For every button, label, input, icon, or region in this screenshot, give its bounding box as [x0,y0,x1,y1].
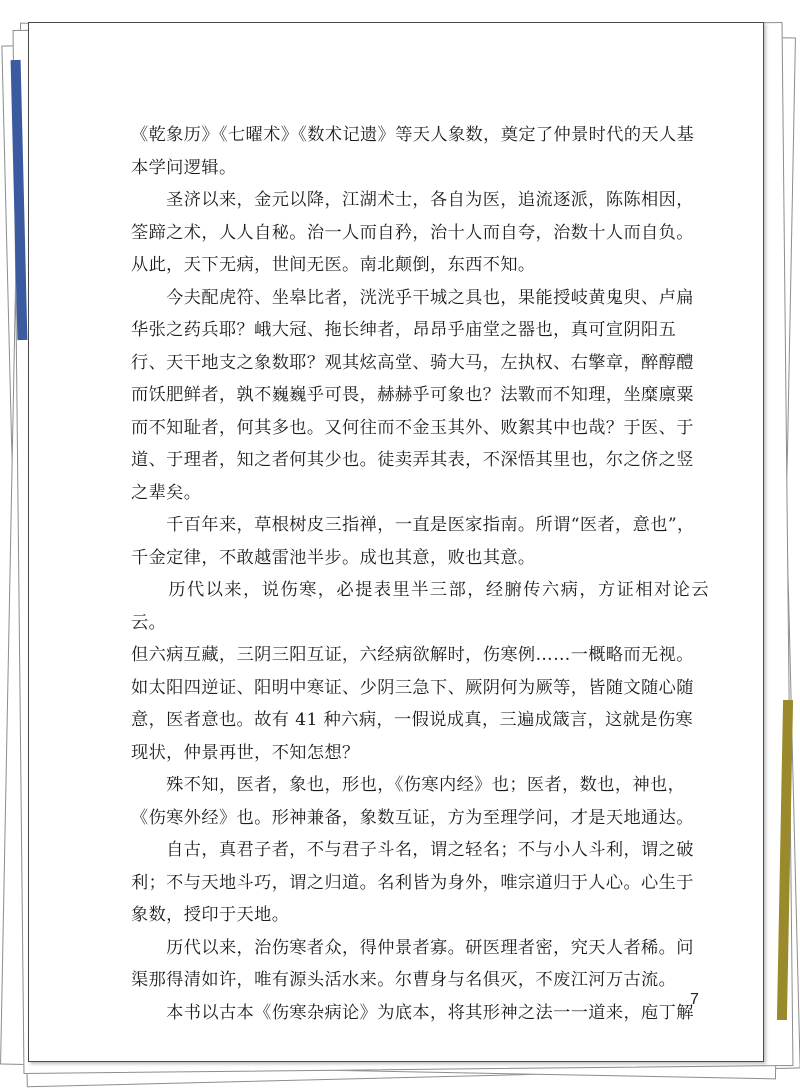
paragraph-9: 本书以古本《伤寒杂病论》为底本，将其形神之法一一道来，庖丁解 [131,1002,694,1023]
paragraph-1: 《乾象历》《七曜术》《数术记遗》等天人象数，奠定了仲景时代的天人基 本学问逻辑。 [131,125,695,178]
paragraph-2: 圣济以来，金元以降，江湖术士，各自为医，追流逐派，陈陈相因， 筌蹄之术，人人自秘。治一人而自矜，治十人而自夸，治数十人而自负。 从此，天下无病，世间无医。南北颠倒，东西不知。 [131,190,694,275]
paragraph-5: 历代以来，说伤寒，必提表里半三部，经腑传六病，方证相对论云云。 但六病互藏，三阴三阳互证，六经病欲解时，伤寒例……一概略而无视。 如太阳四逆证、阳明中寒证、少阴三急下、厥阴何为厥等，皆随文随心随 意，医者意也。故有 41 种六病，一假说成真，三遍成箴言，这就是伤寒 现状，仲景再世，不知怎想？ [131,580,709,763]
paragraph-8: 历代以来，治伤寒者众，得仲景者寡。研医理者密，究天人者稀。问 渠那得清如许，唯有源头活水来。尔曹身与名俱灭，不废江河万古流。 [131,937,694,990]
paragraph-3: 今夫配虎符、坐皋比者，洸洸乎干城之具也，果能授岐黄鬼臾、卢扁 华张之药兵耶？峨大冠、拖长绅者，昂昂乎庙堂之器也，真可宣阴阳五 行、天干地支之象数耶？观其炫高堂、骑大马，左执权、右擎章，醉醇醴 而饫肥鲜者，孰不巍巍乎可畏，赫赫乎可象也？法斁而不知理，坐糜廪粟 而不知耻者，何其多也。又何往而不金玉其外、败絮其中也哉？于医、于 道、于理者，知之者何其少也。徒卖弄其表，不深悟其里也，尔之侪之竖 之辈矣。 [131,287,694,503]
paragraph-6: 殊不知，医者，象也，形也，《伤寒内经》也；医者，数也，神也， 《伤寒外经》也。形神兼备，象数互证，方为至理学问，才是天地通达。 [131,775,694,828]
document-page [28,22,764,1062]
page-number: 7 [690,991,699,1008]
paragraph-4: 千百年来，草根树皮三指禅，一直是医家指南。所谓“医者，意也”， 千金定律，不敢越雷池半步。成也其意，败也其意。 [131,515,695,568]
body-text [131,119,709,1029]
paragraph-7: 自古，真君子者，不与君子斗名，谓之轻名；不与小人斗利，谓之破 利；不与天地斗巧，谓之归道。名利皆为身外，唯宗道归于人心。心生于 象数，授印于天地。 [131,840,694,925]
